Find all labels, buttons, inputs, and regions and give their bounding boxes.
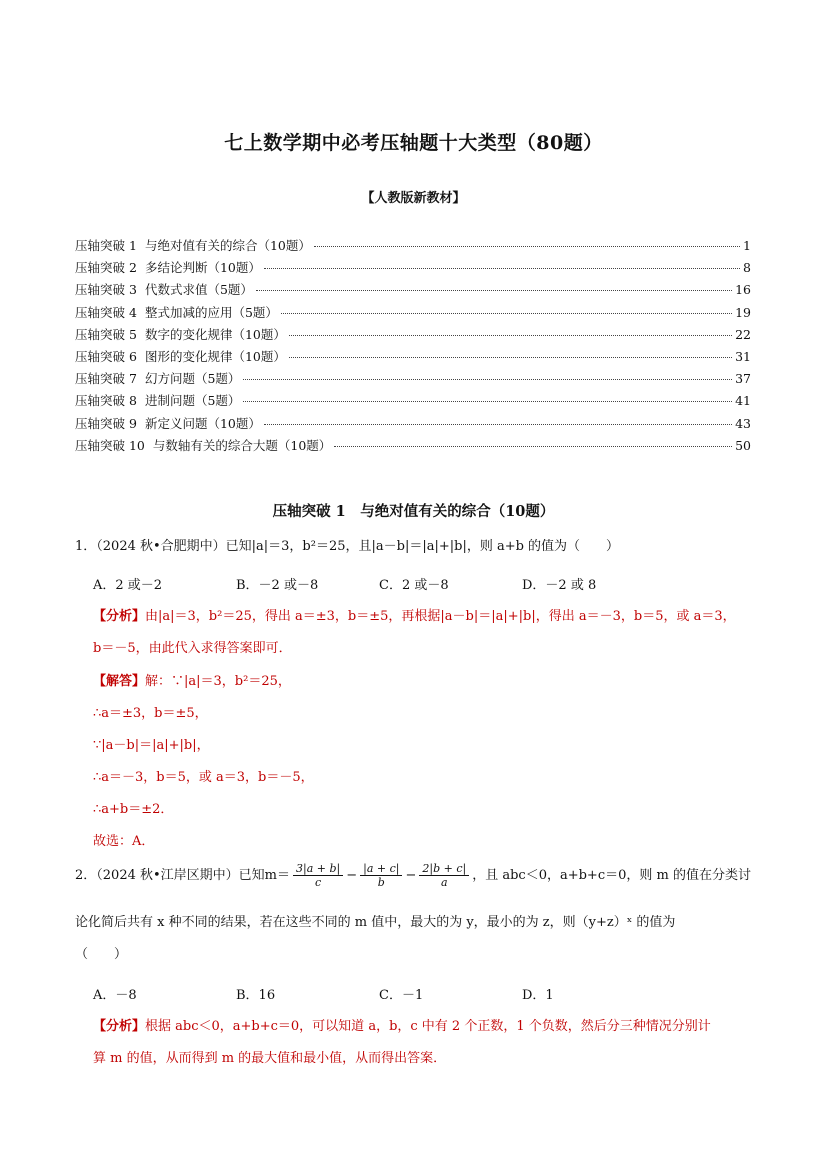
question-1-options <box>93 574 733 593</box>
toc-title: 数字的变化规律（10题） <box>144 326 286 342</box>
question-2-stem-line: 论化简后共有 x 种不同的结果，若在这些不同的 m 值中，最大的为 y，最小的为 z，则（y+z）ˣ 的值为 <box>75 915 676 930</box>
solution-line: 解：∵|a|＝3，b²＝25， <box>145 674 291 689</box>
toc-number: 压轴突破 8 <box>75 393 137 409</box>
toc-leader <box>314 246 740 247</box>
toc-page: 8 <box>743 260 751 276</box>
toc-number: 压轴突破 9 <box>75 415 137 431</box>
option-c: C．－1 <box>379 988 424 1003</box>
analysis-tag: 【分析】 <box>93 609 146 624</box>
toc-leader <box>281 313 732 314</box>
toc-number: 压轴突破 2 <box>75 260 137 276</box>
toc-title: 整式加减的应用（5题） <box>144 304 278 320</box>
fraction <box>293 862 343 889</box>
toc-leader <box>264 424 732 425</box>
toc-entry[interactable] <box>75 258 751 280</box>
toc-title: 与数轴有关的综合大题（10题） <box>152 437 332 453</box>
toc-entry[interactable] <box>75 414 751 436</box>
analysis-text: 由|a|＝3，b²＝25，得出 a＝±3，b＝±5，再根据|a－b|＝|a|+|b|，得出 a＝－3，b＝5，或 a＝3， <box>145 609 736 624</box>
answer-line: 故选：A． <box>93 834 155 849</box>
toc-entry[interactable] <box>75 280 751 302</box>
toc-title: 新定义问题（10题） <box>144 415 261 431</box>
toc-title: 图形的变化规律（10题） <box>144 348 286 364</box>
toc-entry[interactable] <box>75 303 751 325</box>
minus-sign: − <box>405 868 417 883</box>
document-title: 七上数学期中必考压轴题十大类型（80题） <box>224 132 603 154</box>
option-d: D．－2 或 8 <box>522 578 597 593</box>
option-b: B．16 <box>236 988 276 1003</box>
fraction <box>360 862 402 889</box>
toc-number: 压轴突破 3 <box>75 282 137 298</box>
toc-number: 压轴突破 6 <box>75 348 137 364</box>
toc-leader <box>243 401 732 402</box>
toc-leader <box>289 335 732 336</box>
option-c: C．2 或－8 <box>379 578 449 593</box>
option-b: B．－2 或－8 <box>236 578 319 593</box>
analysis-text: 根据 abc＜0，a+b+c＝0，可以知道 a，b，c 中有 2 个正数，1 个负数，然后分三种情况分别计 <box>145 1019 711 1034</box>
question-2-analysis <box>93 1011 753 1075</box>
question-2-stem <box>75 862 755 898</box>
question-1-solution <box>93 666 753 858</box>
toc-page: 50 <box>735 437 751 453</box>
toc-number: 压轴突破 4 <box>75 304 137 320</box>
toc-leader <box>264 268 740 269</box>
minus-sign: − <box>346 868 358 883</box>
fraction-denominator: b <box>377 876 385 889</box>
analysis-text: b＝－5，由此代入求得答案即可． <box>93 641 292 656</box>
toc-page: 31 <box>735 348 751 364</box>
toc-entry[interactable] <box>75 436 751 458</box>
toc-page: 1 <box>743 238 751 253</box>
toc-title: 与绝对值有关的综合（10题） <box>144 238 311 253</box>
solution-line: ∴a＝±3，b＝±5， <box>93 706 208 721</box>
toc-title: 幻方问题（5题） <box>144 371 241 387</box>
toc-page: 16 <box>735 282 751 298</box>
table-of-contents <box>75 236 751 458</box>
toc-entry[interactable] <box>75 369 751 391</box>
toc-page: 43 <box>735 415 751 431</box>
toc-page: 37 <box>735 371 751 387</box>
toc-entry[interactable] <box>75 236 751 258</box>
toc-number: 压轴突破 7 <box>75 371 137 387</box>
section-heading: 压轴突破 1 与绝对值有关的综合（10题） <box>272 503 555 520</box>
toc-entry[interactable] <box>75 347 751 369</box>
analysis-text: 算 m 的值，从而得到 m 的最大值和最小值，从而得出答案． <box>93 1051 447 1066</box>
fraction-numerator: 3|a + b| <box>293 862 343 876</box>
document-subtitle: 【人教版新教材】 <box>361 191 466 206</box>
toc-title: 多结论判断（10题） <box>144 260 261 276</box>
option-a: A．－8 <box>93 988 137 1003</box>
toc-leader <box>334 446 732 447</box>
toc-number: 压轴突破 5 <box>75 326 137 342</box>
toc-title: 代数式求值（5题） <box>144 282 253 298</box>
question-2-options <box>93 984 733 1003</box>
toc-page: 22 <box>735 326 751 342</box>
stem-suffix: ，且 abc＜0，a+b+c＝0，则 m 的值在分类讨 <box>472 868 751 883</box>
toc-entry[interactable] <box>75 391 751 413</box>
analysis-tag: 【分析】 <box>93 1019 146 1034</box>
fraction-denominator: c <box>315 876 322 889</box>
question-1-stem: 1．（2024 秋•合肥期中）已知|a|＝3，b²＝25，且|a－b|＝|a|+|b|，则 a+b 的值为（ ） <box>75 539 620 554</box>
question-2-stem-line: （ ） <box>75 947 128 962</box>
toc-number: 压轴突破 1 <box>75 238 137 253</box>
solution-line: ∴a＝－3，b＝5，或 a＝3，b＝－5， <box>93 770 314 785</box>
fraction-numerator: 2|b + c| <box>419 862 469 876</box>
question-1-analysis <box>93 601 753 665</box>
solution-line: ∵|a－b|＝|a|+|b|， <box>93 738 210 753</box>
fraction-numerator: |a + c| <box>360 862 402 876</box>
toc-entry[interactable] <box>75 325 751 347</box>
toc-number: 压轴突破 10 <box>75 437 145 453</box>
option-a: A．2 或－2 <box>93 578 163 593</box>
stem-prefix: 2．（2024 秋•江岸区期中）已知m＝ <box>75 868 290 883</box>
solution-tag: 【解答】 <box>93 674 146 689</box>
option-d: D．1 <box>522 988 554 1003</box>
fraction <box>419 862 469 889</box>
toc-title: 进制问题（5题） <box>144 393 241 409</box>
solution-line: ∴a+b＝±2． <box>93 802 174 817</box>
fraction-denominator: a <box>441 876 448 889</box>
toc-leader <box>243 379 732 380</box>
toc-page: 19 <box>735 304 751 320</box>
toc-leader <box>289 357 732 358</box>
toc-page: 41 <box>735 393 751 409</box>
toc-leader <box>256 290 732 291</box>
